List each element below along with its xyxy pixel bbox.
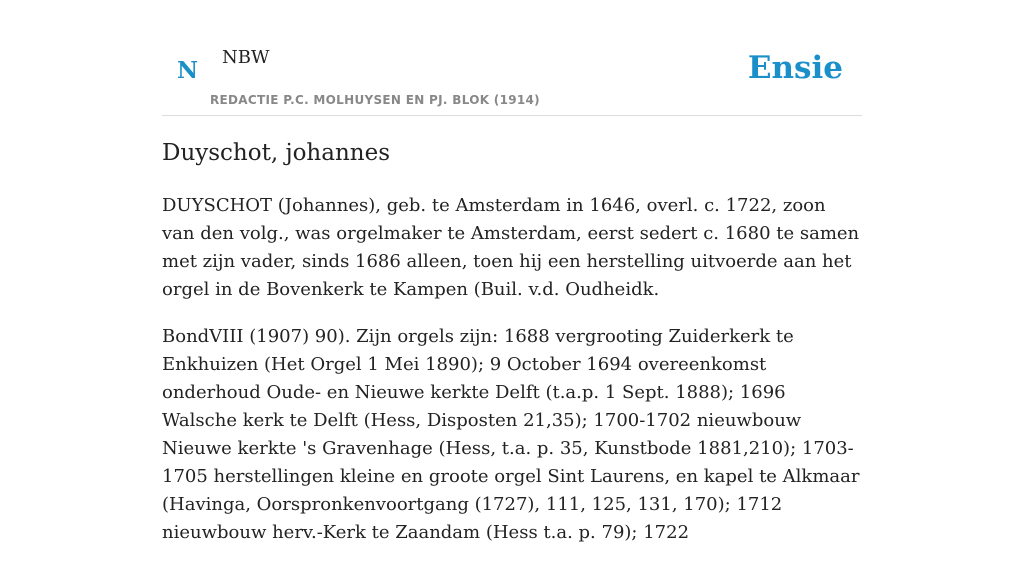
paragraph: BondVIII (1907) 90). Zijn orgels zijn: 1688 vergrooting Zuiderkerk te Enkhuizen (Het Orgel 1 Mei 1890); 9 October 1694 overeenkomst onderhoud Oude- en Nieuwe kerkte Delft (t.a.p. 1 Sept. 1888); 1696 Walsche kerk te Delft (Hess, Disposten 21,35); 1700-1702 nieuwbouw Nieuwe kerkte 's Gravenhage (Hess, t.a. p. 35, Kunstbode 1881,210); 1703-1705 herstellingen kleine en groote orgel Sint Laurens, en kapel te Alkmaar (Havinga, Oorspronkenvoortgang (1727), 111, 125, 131, 170); 1712 nieuwbouw herv.-Kerk te Zaandam (Hess t.a. p. 79); 1722	[162, 326, 860, 543]
article-body	[162, 192, 862, 566]
source-subtitle: REDACTIE P.C. MOLHUYSEN EN PJ. BLOK (1914)	[210, 93, 540, 107]
brand-logo[interactable]: Ensie	[747, 50, 843, 86]
source-logo[interactable]: N	[177, 57, 199, 84]
page	[162, 0, 862, 543]
header	[162, 0, 862, 116]
source-name[interactable]: NBW	[222, 47, 270, 68]
paragraph: DUYSCHOT (Johannes), geb. te Amsterdam in 1646, overl. c. 1722, zoon van den volg., was orgelmaker te Amsterdam, eerst sedert c. 1680 te samen met zijn vader, sinds 1686 alleen, toen hij een herstelling uitvoerde aan het orgel in de Bovenkerk te Kampen (Buil. v.d. Oudheidk.	[162, 195, 860, 300]
article-title: Duyschot, johannes	[162, 140, 391, 166]
